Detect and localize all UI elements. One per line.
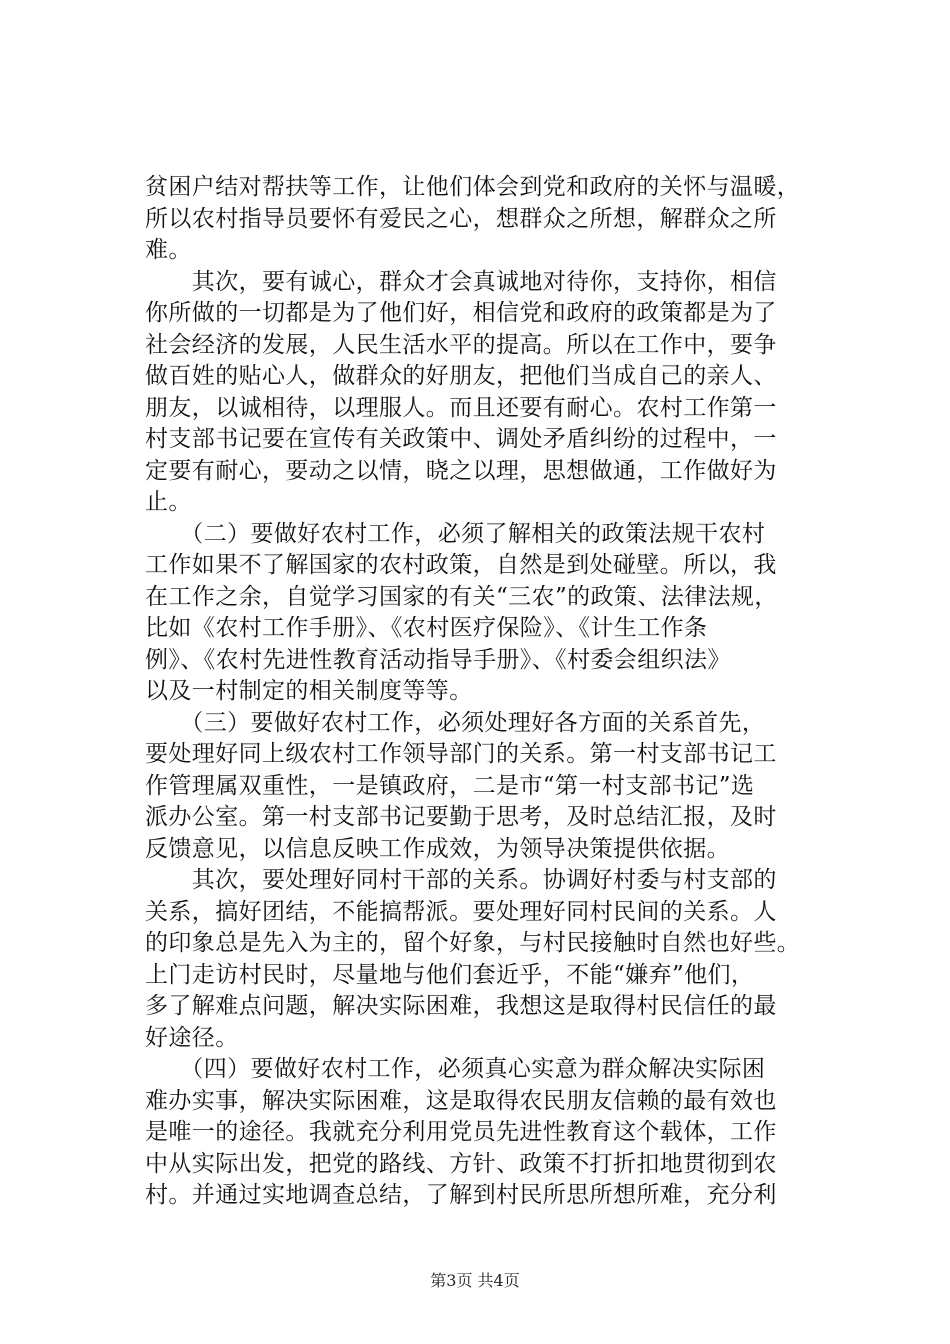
text-line: 你所做的一切都是为了他们好，相信党和政府的政策都是为了 bbox=[145, 300, 777, 326]
text-line: 作管理属双重性，一是镇政府，二是市“第一村支部书记”选 bbox=[145, 772, 755, 799]
text-line: 派办公室。第一村支部书记要勤于思考，及时总结汇报，及时 bbox=[145, 804, 777, 830]
text-line: 多了解难点问题，解决实际困难，我想这是取得村民信任的最 bbox=[145, 993, 777, 1019]
text-line: 所以农村指导员要怀有爱民之心，想群众之所想，解群众之所 bbox=[145, 205, 777, 232]
text-line: （二）要做好农村工作，必须了解相关的政策法规干农村 bbox=[145, 520, 766, 547]
text-line: 难。 bbox=[145, 237, 192, 263]
paragraph-2 bbox=[145, 267, 825, 519]
text-line: 定要有耐心，要动之以情，晓之以理，思想做通，工作做好为 bbox=[145, 457, 777, 484]
text-line: （四）要做好农村工作，必须真心实意为群众解决实际困 bbox=[145, 1056, 766, 1082]
text-line: 其次，要处理好同村干部的关系。协调好村委与村支部的 bbox=[145, 867, 777, 893]
text-line: （三）要做好农村工作，必须处理好各方面的关系首先， bbox=[145, 709, 766, 736]
paragraph-3 bbox=[145, 519, 825, 708]
paragraph-5 bbox=[145, 865, 825, 1054]
text-line: 的印象总是先入为主的，留个好象，与村民接触时自然也好些。 bbox=[145, 930, 801, 956]
text-line: 村支部书记要在宣传有关政策中、调处矛盾纠纷的过程中，一 bbox=[145, 426, 777, 452]
text-line: 比如《农村工作手册》、《农村医疗保险》、《计生工作条 bbox=[145, 615, 708, 641]
text-line: 其次，要有诚心，群众才会真诚地对待你，支持你，相信 bbox=[145, 268, 777, 295]
text-line: 上门走访村民时，尽量地与他们套近乎，不能“嫌弃”他们， bbox=[145, 961, 755, 988]
text-line: 贫困户结对帮扶等工作，让他们体会到党和政府的关怀与温暖， bbox=[145, 174, 801, 200]
paragraph-4 bbox=[145, 708, 825, 866]
text-line: 在工作之余，自觉学习国家的有关“三农”的政策、法律法规， bbox=[145, 583, 778, 610]
document-body bbox=[145, 172, 825, 1212]
text-line: 止。 bbox=[145, 489, 192, 515]
text-line: 以及一村制定的相关制度等等。 bbox=[145, 678, 473, 704]
text-line: 中从实际出发，把党的路线、方针、政策不打折扣地贯彻到农 bbox=[145, 1150, 777, 1177]
text-line: 好途径。 bbox=[145, 1024, 239, 1051]
text-line: 要处理好同上级农村工作领导部门的关系。第一村支部书记工 bbox=[145, 741, 777, 767]
text-line: 例》、《农村先进性教育活动指导手册》、《村委会组织法》 bbox=[145, 646, 731, 673]
text-line: 是唯一的途径。我就充分利用党员先进性教育这个载体，工作 bbox=[145, 1119, 777, 1145]
text-line: 做百姓的贴心人，做群众的好朋友，把他们当成自己的亲人、 bbox=[145, 363, 777, 389]
text-line: 社会经济的发展，人民生活水平的提高。所以在工作中，要争 bbox=[145, 331, 777, 358]
page-number-footer: 第3页 共4页 bbox=[430, 1271, 520, 1290]
paragraph-6 bbox=[145, 1054, 825, 1212]
text-line: 难办实事，解决实际困难，这是取得农民朋友信赖的最有效也 bbox=[145, 1087, 777, 1114]
text-line: 反馈意见，以信息反映工作成效，为领导决策提供依据。 bbox=[145, 835, 730, 862]
text-line: 关系，搞好团结，不能搞帮派。要处理好同村民间的关系。人 bbox=[145, 898, 777, 925]
paragraph-1 bbox=[145, 172, 825, 267]
text-line: 朋友，以诚相待，以理服人。而且还要有耐心。农村工作第一 bbox=[145, 394, 777, 421]
text-line: 村。并通过实地调查总结，了解到村民所思所想所难，充分利 bbox=[145, 1182, 777, 1208]
text-line: 工作如果不了解国家的农村政策，自然是到处碰壁。所以，我 bbox=[145, 552, 777, 578]
